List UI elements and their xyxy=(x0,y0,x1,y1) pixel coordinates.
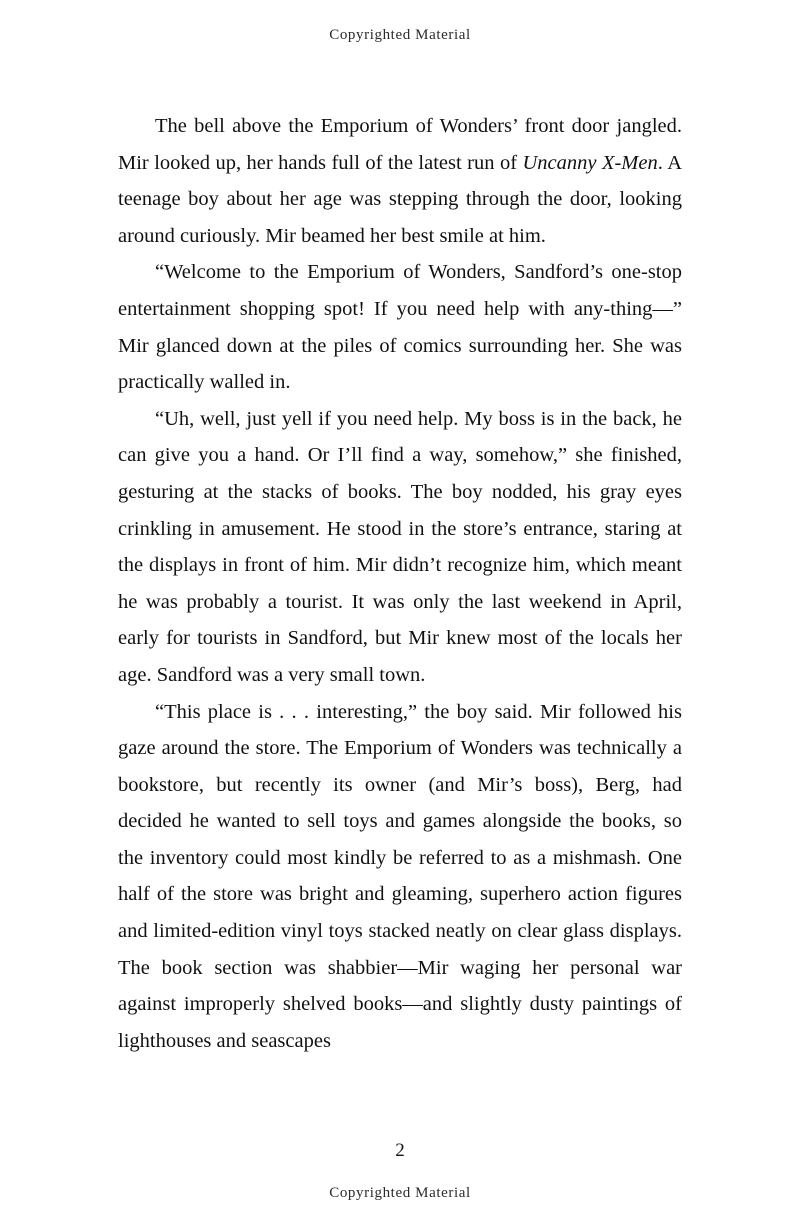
copyright-watermark-top: Copyrighted Material xyxy=(329,27,471,43)
paragraph: “This place is . . . interesting,” the boy said. Mir followed his gaze around the store. The Emporium of Wonders was technically a bookstore, but recently its owner (and Mir’s boss), Berg, had decided he wanted to sell toys and games alongside the books, so the inventory could most kindly be referred to as a mishmash. One half of the store was bright and gleaming, superhero action figures and limited-edition vinyl toys stacked neatly on clear glass displays. The book section was shabbier—Mir waging her personal war against improperly shelved books—and slightly dusty paintings of lighthouses and seascapes xyxy=(118,700,682,1052)
paragraph: The bell above the Emporium of Wonders’ front door jangled. Mir looked up, her hands full of the latest run of Uncanny X-Men. A teenage boy about her age was stepping through the door, looking around curiously. Mir beamed her best smile at him. xyxy=(118,115,682,247)
paragraph: “Welcome to the Emporium of Wonders, Sandford’s one-stop entertainment shopping spot! If you need help with any-thing—” Mir glanced down at the piles of comics surrounding her. She was practically walled in. xyxy=(118,261,682,394)
body-text xyxy=(118,108,682,1059)
copyright-watermark-bottom: Copyrighted Material xyxy=(329,1185,471,1201)
paragraph: “Uh, well, just yell if you need help. My boss is in the back, he can give you a hand. Or I’ll find a way, somehow,” she finished, gesturing at the stacks of books. The boy nodded, his gray eyes crinkling in amusement. He stood in the store’s entrance, staring at the displays in front of him. Mir didn’t recognize him, which meant he was probably a tourist. It was only the last weekend in April, early for tourists in Sandford, but Mir knew most of the locals her age. Sandford was a very small town. xyxy=(118,407,682,686)
page-number: 2 xyxy=(395,1140,405,1161)
